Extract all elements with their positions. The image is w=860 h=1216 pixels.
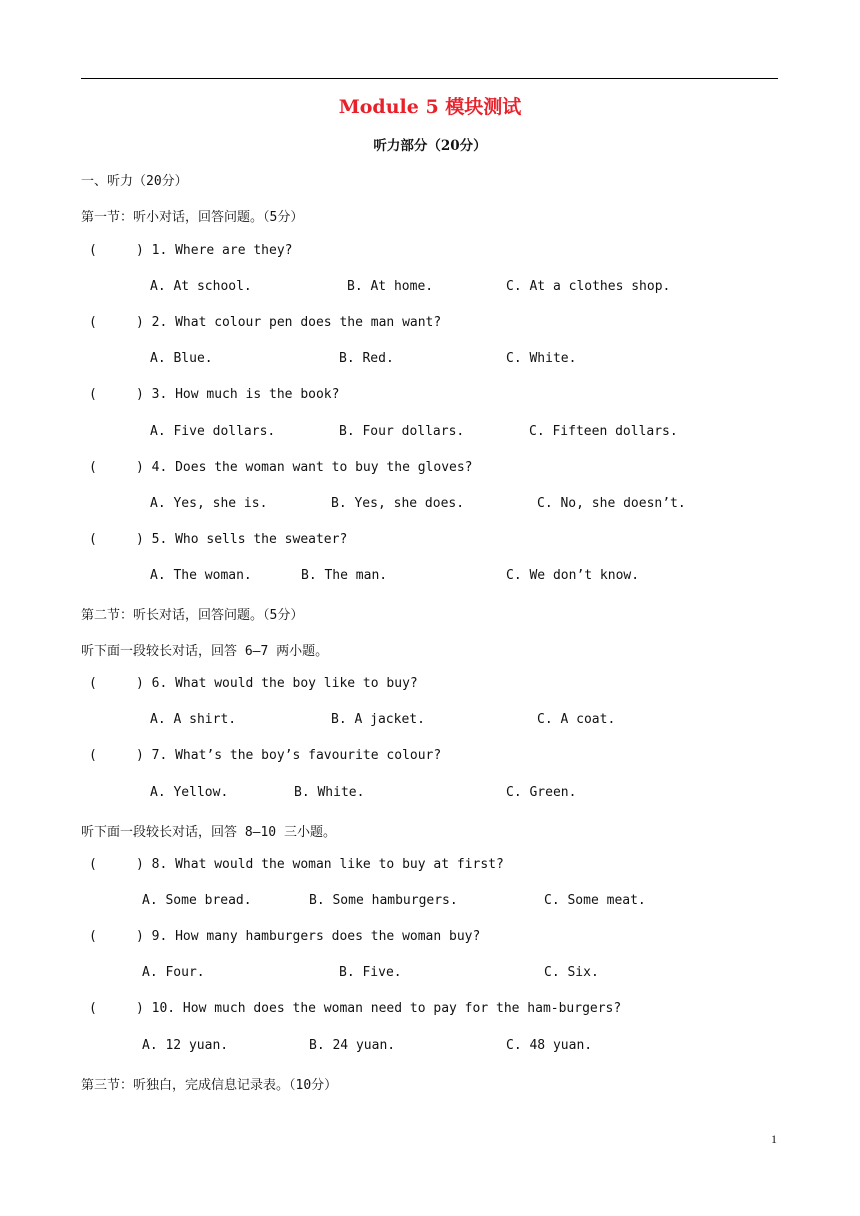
q1-option-a: A. At school. bbox=[150, 279, 252, 294]
q2-option-a: A. Blue. bbox=[150, 351, 213, 366]
part3-heading: 第三节：听独白，完成信息记录表。（10分） bbox=[81, 1078, 338, 1093]
page-title: Module 5 模块测试 bbox=[338, 96, 522, 118]
q5-option-b: B. The man. bbox=[301, 568, 388, 583]
q9-option-c: C. Six. bbox=[544, 965, 599, 980]
question-10: ( ) 10. How much does the woman need to pay for the ham-burgers? bbox=[89, 1001, 622, 1016]
part2-intro-2: 听下面一段较长对话，回答 8—10 三小题。 bbox=[81, 825, 336, 840]
question-1: ( ) 1. Where are they? bbox=[89, 243, 293, 258]
question-4: ( ) 4. Does the woman want to buy the gloves? bbox=[89, 460, 473, 475]
header-rule bbox=[81, 78, 778, 79]
q5-option-a: A. The woman. bbox=[150, 568, 252, 583]
q7-option-b: B. White. bbox=[294, 785, 365, 800]
q4-option-c: C. No, she doesn’t. bbox=[537, 496, 686, 511]
q4-option-a: A. Yes, she is. bbox=[150, 496, 268, 511]
q8-option-b: B. Some hamburgers. bbox=[309, 893, 458, 908]
q8-option-a: A. Some bread. bbox=[142, 893, 252, 908]
q9-option-b: B. Five. bbox=[339, 965, 402, 980]
q10-option-b: B. 24 yuan. bbox=[309, 1038, 396, 1053]
part1-heading: 第一节：听小对话，回答问题。（5分） bbox=[81, 210, 304, 225]
q1-option-b: B. At home. bbox=[347, 279, 434, 294]
part2-intro-1: 听下面一段较长对话，回答 6—7 两小题。 bbox=[81, 644, 329, 659]
section-heading: 一、听力（20分） bbox=[81, 174, 188, 189]
q6-option-b: B. A jacket. bbox=[331, 712, 425, 727]
question-6: ( ) 6. What would the boy like to buy? bbox=[89, 676, 418, 691]
q5-option-c: C. We don’t know. bbox=[506, 568, 640, 583]
q9-option-a: A. Four. bbox=[142, 965, 205, 980]
question-3: ( ) 3. How much is the book? bbox=[89, 387, 340, 402]
part2-heading: 第二节：听长对话，回答问题。（5分） bbox=[81, 608, 304, 623]
question-9: ( ) 9. How many hamburgers does the woman buy? bbox=[89, 929, 481, 944]
q7-option-a: A. Yellow. bbox=[150, 785, 229, 800]
question-5: ( ) 5. Who sells the sweater? bbox=[89, 532, 348, 547]
q10-option-c: C. 48 yuan. bbox=[506, 1038, 593, 1053]
q6-option-a: A. A shirt. bbox=[150, 712, 237, 727]
q6-option-c: C. A coat. bbox=[537, 712, 616, 727]
q2-option-b: B. Red. bbox=[339, 351, 394, 366]
q3-option-c: C. Fifteen dollars. bbox=[529, 424, 678, 439]
page-subtitle: 听力部分（20分） bbox=[373, 138, 487, 154]
question-7: ( ) 7. What’s the boy’s favourite colour? bbox=[89, 748, 442, 763]
q2-option-c: C. White. bbox=[506, 351, 577, 366]
q4-option-b: B. Yes, she does. bbox=[331, 496, 465, 511]
q8-option-c: C. Some meat. bbox=[544, 893, 646, 908]
q10-option-a: A. 12 yuan. bbox=[142, 1038, 229, 1053]
q3-option-a: A. Five dollars. bbox=[150, 424, 276, 439]
question-2: ( ) 2. What colour pen does the man want? bbox=[89, 315, 442, 330]
q7-option-c: C. Green. bbox=[506, 785, 577, 800]
question-8: ( ) 8. What would the woman like to buy at first? bbox=[89, 857, 504, 872]
page-number: 1 bbox=[771, 1132, 777, 1146]
q3-option-b: B. Four dollars. bbox=[339, 424, 465, 439]
q1-option-c: C. At a clothes shop. bbox=[506, 279, 671, 294]
